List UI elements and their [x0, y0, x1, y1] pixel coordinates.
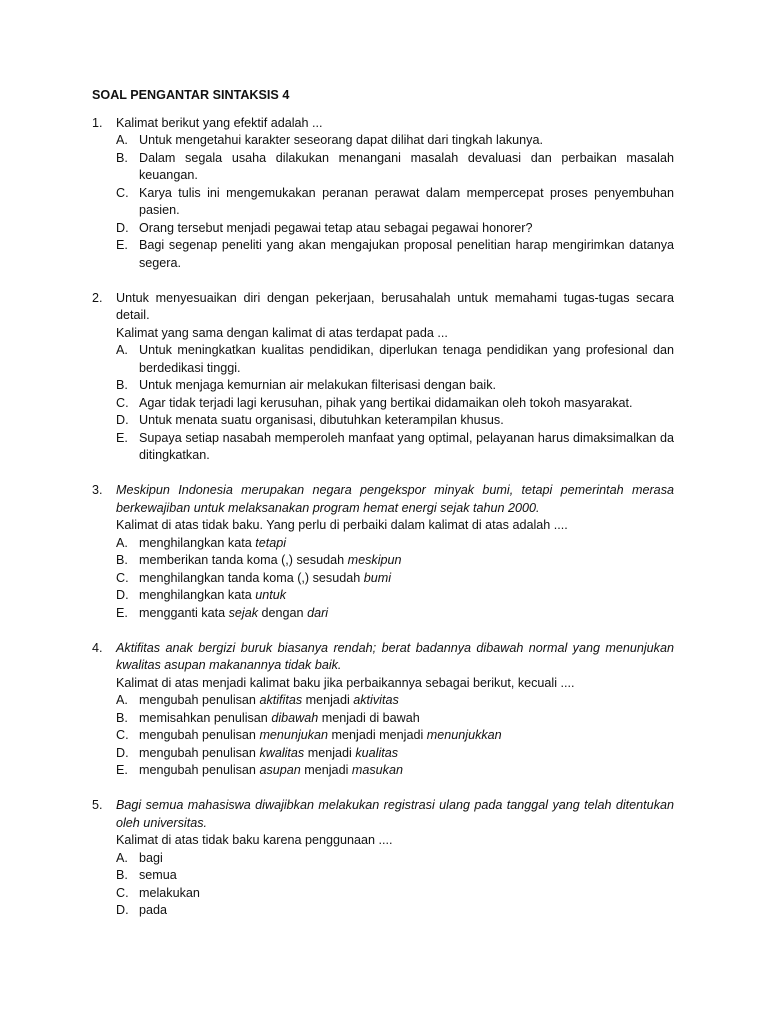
answer-options — [116, 342, 674, 465]
option-letter: C. — [116, 885, 129, 900]
option-letter: D. — [116, 413, 129, 427]
option-emphasis: tetapi — [255, 535, 287, 550]
answer-option-c — [116, 727, 674, 745]
option-text: Untuk menata suatu organisasi, dibutuhkan keterampilan khusus. — [139, 413, 504, 427]
option-text: Karya tulis ini mengemukakan peranan perawat dalam mempercepat proses penyembuhan pasien. — [139, 185, 674, 217]
option-emphasis: dari — [307, 605, 329, 620]
option-letter: D. — [116, 745, 129, 760]
question-prompt: Kalimat di atas menjadi kalimat baku jika perbaikannya sebagai berikut, kecuali .... — [116, 675, 575, 690]
option-letter: D. — [116, 903, 129, 917]
question-5 — [92, 797, 674, 920]
option-letter: D. — [116, 220, 129, 235]
option-text: mengganti kata — [139, 605, 229, 620]
option-text: memisahkan penulisan — [139, 710, 272, 725]
option-emphasis: menunjukan — [259, 728, 329, 742]
answer-option-a — [116, 132, 674, 150]
answer-option-b — [116, 867, 674, 885]
answer-option-c — [116, 185, 674, 220]
answer-option-b — [116, 377, 674, 395]
question-text: Untuk menyesuaikan diri dengan pekerjaan, berusahalah untuk memahami tugas-tugas secara detail. — [116, 290, 674, 322]
answer-option-e — [116, 430, 674, 465]
question-prompt: Kalimat yang sama dengan kalimat di atas terdapat pada ... — [116, 325, 448, 340]
answer-option-a — [116, 850, 674, 868]
question-number: 4. — [92, 640, 103, 655]
answer-option-e — [116, 237, 674, 272]
option-letter: A. — [116, 133, 128, 147]
answer-option-d — [116, 902, 674, 920]
answer-option-e — [116, 605, 674, 623]
option-emphasis: dibawah — [271, 710, 319, 725]
answer-option-d — [116, 587, 674, 605]
option-letter: A. — [116, 535, 128, 550]
question-2 — [92, 290, 674, 465]
answer-options — [116, 132, 674, 272]
option-emphasis: kualitas — [355, 745, 399, 760]
option-emphasis: kwalitas — [259, 745, 305, 760]
document-page — [92, 87, 674, 920]
option-text: menjadi menjadi — [328, 728, 427, 742]
answer-option-d — [116, 745, 674, 763]
option-letter: E. — [116, 430, 128, 445]
option-text: menjadi di bawah — [318, 710, 420, 725]
question-list — [92, 115, 674, 920]
question-prompt: Kalimat di atas tidak baku karena penggunaan .... — [116, 833, 393, 847]
option-text: mengubah penulisan — [139, 745, 260, 760]
option-letter: E. — [116, 763, 128, 777]
option-text: menjadi — [300, 763, 352, 777]
option-text: melakukan — [139, 885, 200, 900]
option-letter: B. — [116, 378, 128, 392]
answer-option-b — [116, 710, 674, 728]
option-emphasis: menunjukkan — [426, 728, 502, 742]
question-text: Aktifitas anak bergizi buruk biasanya rendah; berat badannya dibawah normal yang menunjukan kwalitas asupan makanannya tidak baik. — [116, 640, 674, 672]
answer-options — [116, 850, 674, 920]
option-text: Orang tersebut menjadi pegawai tetap atau sebagai pegawai honorer? — [139, 220, 533, 235]
answer-options — [116, 692, 674, 780]
option-letter: C. — [116, 395, 129, 410]
option-letter: B. — [116, 150, 128, 165]
option-text: Dalam segala usaha dilakukan menangani masalah devaluasi dan perbaikan masalah keuangan. — [139, 150, 674, 182]
question-prompt: Kalimat di atas tidak baku. Yang perlu di perbaiki dalam kalimat di atas adalah .... — [116, 518, 568, 532]
option-text: Supaya setiap nasabah memperoleh manfaat yang optimal, pelayanan harus dimaksimalkan da ditingkatkan. — [139, 430, 674, 462]
option-emphasis: aktivitas — [353, 693, 399, 707]
option-emphasis: sejak — [228, 605, 259, 620]
question-number: 3. — [92, 483, 103, 497]
answer-options — [116, 535, 674, 623]
question-text: Meskipun Indonesia merupakan negara pengekspor minyak bumi, tetapi pemerintah merasa berkewajiban untuk melaksanakan program hemat energi sejak tahun 2000. — [116, 483, 674, 515]
option-text: Bagi segenap peneliti yang akan mengajukan proposal penelitian harap mengirimkan datanya segera. — [139, 238, 674, 270]
option-letter: B. — [116, 553, 128, 567]
option-letter: C. — [116, 570, 129, 585]
question-number: 1. — [92, 115, 103, 130]
question-1 — [92, 115, 674, 273]
option-text: menjadi — [302, 693, 354, 707]
option-text: Untuk mengetahui karakter seseorang dapat dilihat dari tingkah lakunya. — [139, 133, 543, 147]
option-text: memberikan tanda koma (,) sesudah — [139, 553, 348, 567]
option-text: mengubah penulisan — [139, 728, 260, 742]
option-letter: E. — [116, 238, 128, 252]
option-letter: C. — [116, 728, 129, 742]
option-letter: E. — [116, 605, 128, 620]
answer-option-a — [116, 535, 674, 553]
option-letter: C. — [116, 185, 129, 200]
option-text: pada — [139, 903, 168, 917]
option-text: Untuk menjaga kemurnian air melakukan filterisasi dengan baik. — [139, 378, 497, 392]
option-emphasis: masukan — [351, 763, 403, 777]
option-text: Agar tidak terjadi lagi kerusuhan, pihak yang bertikai didamaikan oleh tokoh masyarakat. — [139, 395, 633, 410]
answer-option-b — [116, 150, 674, 185]
option-text: semua — [139, 868, 177, 882]
question-number: 2. — [92, 290, 103, 305]
option-text: bagi — [139, 850, 163, 865]
answer-option-a — [116, 692, 674, 710]
option-text: menghilangkan kata — [139, 535, 256, 550]
answer-option-d — [116, 220, 674, 238]
option-emphasis: meskipun — [347, 553, 402, 567]
option-text: dengan — [258, 605, 308, 620]
option-letter: A. — [116, 693, 128, 707]
answer-option-c — [116, 570, 674, 588]
question-text: Bagi semua mahasiswa diwajibkan melakukan registrasi ulang pada tanggal yang telah ditentukan oleh universitas. — [116, 798, 674, 830]
option-text: mengubah penulisan — [139, 763, 260, 777]
option-letter: D. — [116, 588, 129, 602]
option-emphasis: asupan — [259, 763, 301, 777]
option-letter: B. — [116, 868, 128, 882]
option-text: mengubah penulisan — [139, 693, 260, 707]
document-title: SOAL PENGANTAR SINTAKSIS 4 — [92, 88, 290, 102]
option-letter: A. — [116, 850, 128, 865]
question-3 — [92, 482, 674, 622]
option-text: Untuk meningkatkan kualitas pendidikan, diperlukan tenaga pendidikan yang profesional dan berdedikasi tinggi. — [139, 343, 674, 375]
option-emphasis: bumi — [363, 570, 392, 585]
option-text: menjadi — [304, 745, 356, 760]
option-emphasis: untuk — [255, 588, 287, 602]
option-text: menghilangkan kata — [139, 588, 256, 602]
answer-option-a — [116, 342, 674, 377]
answer-option-d — [116, 412, 674, 430]
answer-option-e — [116, 762, 674, 780]
answer-option-c — [116, 395, 674, 413]
option-emphasis: aktifitas — [259, 693, 303, 707]
option-letter: B. — [116, 710, 128, 725]
answer-option-b — [116, 552, 674, 570]
question-text: Kalimat berikut yang efektif adalah ... — [116, 115, 323, 130]
question-4 — [92, 640, 674, 780]
option-text: menghilangkan tanda koma (,) sesudah — [139, 570, 364, 585]
question-number: 5. — [92, 798, 103, 812]
option-letter: A. — [116, 343, 128, 357]
answer-option-c — [116, 885, 674, 903]
